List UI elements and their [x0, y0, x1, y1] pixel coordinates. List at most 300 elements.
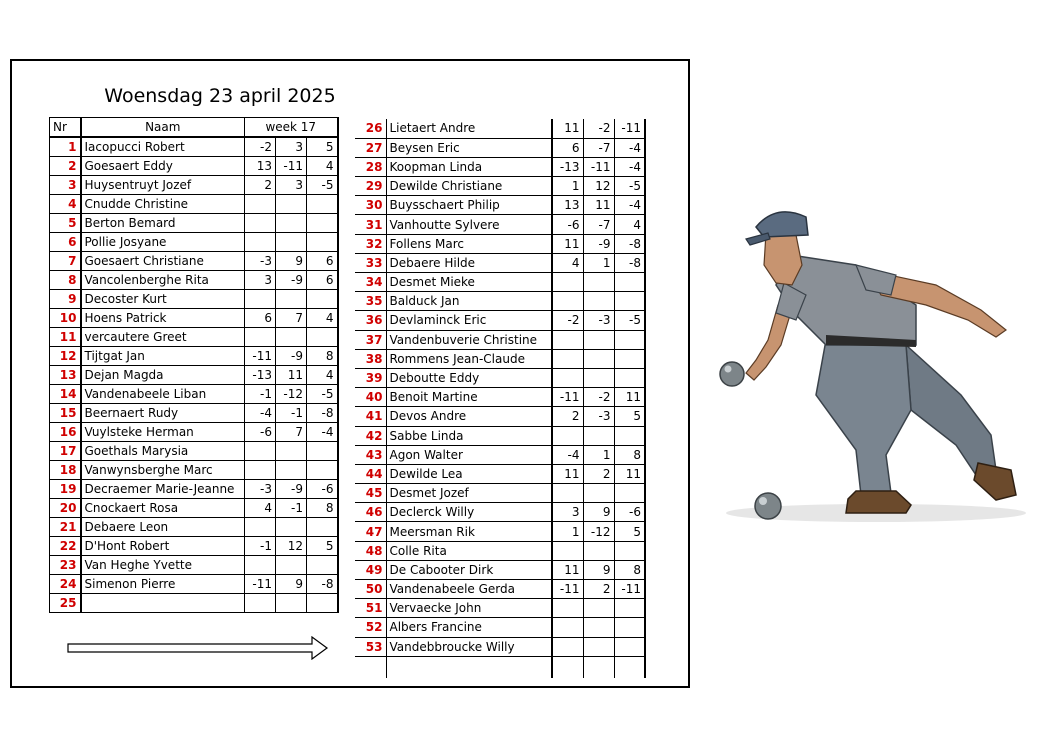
score-1: -4: [245, 404, 276, 423]
player-name: Cnudde Christine: [81, 195, 245, 214]
table-row: [355, 637, 645, 656]
player-name: Decoster Kurt: [81, 290, 245, 309]
row-number: 23: [50, 556, 81, 575]
score-1: [245, 290, 276, 309]
header-week: week 17: [245, 118, 338, 138]
player-name: Dejan Magda: [81, 366, 245, 385]
score-3: [307, 195, 338, 214]
score-2: [276, 461, 307, 480]
score-2: [276, 214, 307, 233]
table-row: [355, 484, 645, 503]
score-3: -8: [614, 253, 645, 272]
row-number: 22: [50, 537, 81, 556]
score-2: -3: [583, 311, 614, 330]
player-name: Desmet Mieke: [386, 273, 552, 292]
score-2: [583, 599, 614, 618]
row-number: 1: [50, 137, 81, 157]
empty-cell: [552, 656, 583, 678]
score-3: [614, 541, 645, 560]
table-header-row: [50, 118, 338, 138]
score-1: -13: [552, 157, 583, 176]
table-row: [355, 119, 645, 138]
player-name: Van Heghe Yvette: [81, 556, 245, 575]
row-number: 24: [50, 575, 81, 594]
score-3: [614, 368, 645, 387]
player-name: De Cabooter Dirk: [386, 560, 552, 579]
score-3: [307, 233, 338, 252]
row-number: 4: [50, 195, 81, 214]
score-3: -8: [614, 234, 645, 253]
row-number: 53: [355, 637, 386, 656]
player-name: Beernaert Rudy: [81, 404, 245, 423]
score-1: [552, 618, 583, 637]
score-3: 5: [614, 407, 645, 426]
score-1: [245, 328, 276, 347]
table-row: [50, 594, 338, 613]
score-1: 6: [245, 309, 276, 328]
score-1: 11: [552, 119, 583, 138]
table-row: [355, 273, 645, 292]
table-row: [50, 290, 338, 309]
score-2: -12: [583, 522, 614, 541]
table-row: [355, 388, 645, 407]
score-1: 1: [552, 522, 583, 541]
score-2: 9: [583, 503, 614, 522]
table-row: [355, 253, 645, 272]
row-number: 40: [355, 388, 386, 407]
score-1: -1: [245, 537, 276, 556]
row-number: 7: [50, 252, 81, 271]
score-1: -4: [552, 445, 583, 464]
score-3: -4: [614, 196, 645, 215]
score-2: 12: [583, 177, 614, 196]
score-3: 6: [307, 252, 338, 271]
table-row: [50, 423, 338, 442]
table-row: [355, 580, 645, 599]
row-number: 21: [50, 518, 81, 537]
score-1: 2: [552, 407, 583, 426]
score-2: -2: [583, 119, 614, 138]
score-3: -5: [307, 176, 338, 195]
score-1: [552, 541, 583, 560]
score-1: [552, 637, 583, 656]
score-1: -3: [245, 480, 276, 499]
table-row: [50, 309, 338, 328]
score-3: 11: [614, 388, 645, 407]
row-number: 6: [50, 233, 81, 252]
score-1: [552, 368, 583, 387]
score-1: 13: [245, 157, 276, 176]
score-1: 11: [552, 464, 583, 483]
score-3: -5: [614, 177, 645, 196]
score-1: [245, 594, 276, 613]
table-row: [50, 195, 338, 214]
score-3: 5: [614, 522, 645, 541]
row-number: 35: [355, 292, 386, 311]
score-3: [307, 594, 338, 613]
player-name: Berton Bemard: [81, 214, 245, 233]
player-name: Follens Marc: [386, 234, 552, 253]
score-3: -11: [614, 119, 645, 138]
empty-cell: [614, 656, 645, 678]
table-row: [50, 575, 338, 594]
table-row: [50, 518, 338, 537]
empty-cell: [355, 656, 386, 678]
score-2: [583, 618, 614, 637]
table-row: [50, 385, 338, 404]
score-2: [583, 426, 614, 445]
score-1: [552, 273, 583, 292]
score-2: [276, 290, 307, 309]
table-row: [355, 215, 645, 234]
score-2: [276, 195, 307, 214]
row-number: 34: [355, 273, 386, 292]
score-1: -11: [245, 347, 276, 366]
score-3: 8: [307, 347, 338, 366]
score-1: -6: [552, 215, 583, 234]
row-number: 5: [50, 214, 81, 233]
score-3: [307, 461, 338, 480]
row-number: 17: [50, 442, 81, 461]
empty-cell: [583, 656, 614, 678]
page-title: [0, 85, 680, 107]
score-1: 11: [552, 234, 583, 253]
player-name: Vandebbroucke Willy: [386, 637, 552, 656]
score-1: [552, 292, 583, 311]
score-2: -1: [276, 499, 307, 518]
score-2: 3: [276, 176, 307, 195]
player-name: Vervaecke John: [386, 599, 552, 618]
player-name: Goesaert Eddy: [81, 157, 245, 176]
score-3: 4: [307, 309, 338, 328]
player-name: Benoit Martine: [386, 388, 552, 407]
score-1: 2: [245, 176, 276, 195]
player-name: Devlaminck Eric: [386, 311, 552, 330]
score-3: -6: [614, 503, 645, 522]
score-2: 3: [276, 137, 307, 157]
row-number: 42: [355, 426, 386, 445]
score-3: -4: [307, 423, 338, 442]
row-number: 44: [355, 464, 386, 483]
score-2: -12: [276, 385, 307, 404]
score-2: -7: [583, 215, 614, 234]
row-number: 27: [355, 138, 386, 157]
row-number: 41: [355, 407, 386, 426]
row-number: 28: [355, 157, 386, 176]
table-row: [355, 292, 645, 311]
score-2: [583, 637, 614, 656]
score-2: [276, 328, 307, 347]
score-2: 1: [583, 445, 614, 464]
player-name: Balduck Jan: [386, 292, 552, 311]
score-2: -9: [276, 480, 307, 499]
header-nr: Nr: [50, 118, 81, 138]
row-number: 3: [50, 176, 81, 195]
table-row: [355, 196, 645, 215]
row-number: 39: [355, 368, 386, 387]
table-row: [50, 556, 338, 575]
table-row: [50, 366, 338, 385]
player-name: Debaere Leon: [81, 518, 245, 537]
player-name: Iacopucci Robert: [81, 137, 245, 157]
player-name: Dewilde Christiane: [386, 177, 552, 196]
row-number: 36: [355, 311, 386, 330]
player-name: D'Hont Robert: [81, 537, 245, 556]
score-3: [614, 637, 645, 656]
score-2: [583, 368, 614, 387]
score-1: [245, 556, 276, 575]
table-row: [50, 404, 338, 423]
score-1: -6: [245, 423, 276, 442]
scores-table-left: [49, 117, 339, 613]
row-number: 37: [355, 330, 386, 349]
score-2: 7: [276, 309, 307, 328]
player-name: Buysschaert Philip: [386, 196, 552, 215]
row-number: 25: [50, 594, 81, 613]
player-name: Vandenabeele Gerda: [386, 580, 552, 599]
score-3: [614, 618, 645, 637]
row-number: 19: [50, 480, 81, 499]
player-name: Agon Walter: [386, 445, 552, 464]
score-1: -11: [552, 580, 583, 599]
table-row: [50, 252, 338, 271]
player-name: Tijtgat Jan: [81, 347, 245, 366]
score-2: [276, 442, 307, 461]
score-3: [307, 328, 338, 347]
score-2: [276, 556, 307, 575]
table-row: [50, 214, 338, 233]
score-1: -2: [245, 137, 276, 157]
table-row: [50, 347, 338, 366]
score-3: [614, 426, 645, 445]
table-row: [355, 618, 645, 637]
table-row: [355, 599, 645, 618]
score-1: -1: [245, 385, 276, 404]
table-row: [50, 537, 338, 556]
score-2: -7: [583, 138, 614, 157]
score-3: -6: [307, 480, 338, 499]
score-2: 2: [583, 464, 614, 483]
score-1: [245, 442, 276, 461]
player-name: Beysen Eric: [386, 138, 552, 157]
row-number: 9: [50, 290, 81, 309]
row-number: 26: [355, 119, 386, 138]
score-2: [583, 330, 614, 349]
player-name: Lietaert Andre: [386, 119, 552, 138]
score-3: -5: [307, 385, 338, 404]
player-name: Goesaert Christiane: [81, 252, 245, 271]
score-2: [583, 484, 614, 503]
table-row: [50, 233, 338, 252]
score-2: -9: [583, 234, 614, 253]
row-number: 18: [50, 461, 81, 480]
score-1: -11: [245, 575, 276, 594]
score-2: -11: [276, 157, 307, 176]
score-3: [614, 599, 645, 618]
player-name: Devos Andre: [386, 407, 552, 426]
score-2: -3: [583, 407, 614, 426]
table-row: [355, 368, 645, 387]
player-name: [81, 594, 245, 613]
score-3: 8: [307, 499, 338, 518]
row-number: 10: [50, 309, 81, 328]
player-name: Rommens Jean-Claude: [386, 349, 552, 368]
score-3: 6: [307, 271, 338, 290]
score-1: 4: [552, 253, 583, 272]
table-row-empty: [355, 656, 645, 678]
player-name: Desmet Jozef: [386, 484, 552, 503]
score-3: [307, 290, 338, 309]
player-name: Vancolenberghe Rita: [81, 271, 245, 290]
score-1: [552, 599, 583, 618]
score-3: 5: [307, 537, 338, 556]
player-name: Vanwynsberghe Marc: [81, 461, 245, 480]
score-3: 4: [307, 366, 338, 385]
score-2: [276, 518, 307, 537]
row-number: 49: [355, 560, 386, 579]
player-name: Debaere Hilde: [386, 253, 552, 272]
row-number: 51: [355, 599, 386, 618]
score-2: [583, 292, 614, 311]
score-2: 7: [276, 423, 307, 442]
table-row: [50, 461, 338, 480]
row-number: 48: [355, 541, 386, 560]
table-row: [355, 560, 645, 579]
player-name: Goethals Marysia: [81, 442, 245, 461]
score-1: 3: [552, 503, 583, 522]
row-number: 31: [355, 215, 386, 234]
row-number: 30: [355, 196, 386, 215]
player-name: Declerck Willy: [386, 503, 552, 522]
row-number: 29: [355, 177, 386, 196]
empty-cell: [386, 656, 552, 678]
row-number: 20: [50, 499, 81, 518]
score-2: 9: [583, 560, 614, 579]
score-2: [276, 233, 307, 252]
score-1: [245, 233, 276, 252]
score-3: 4: [307, 157, 338, 176]
score-2: -9: [276, 347, 307, 366]
title-text: Woensdag 23 april 2025: [104, 85, 336, 107]
score-3: [614, 349, 645, 368]
score-3: [614, 273, 645, 292]
player-name: vercautere Greet: [81, 328, 245, 347]
table-row: [355, 157, 645, 176]
table-row: [50, 176, 338, 195]
score-1: [245, 461, 276, 480]
table-row: [50, 328, 338, 347]
table-row: [50, 499, 338, 518]
table-row: [355, 330, 645, 349]
row-number: 45: [355, 484, 386, 503]
player-name: Meersman Rik: [386, 522, 552, 541]
score-3: -8: [307, 575, 338, 594]
score-3: [307, 556, 338, 575]
row-number: 12: [50, 347, 81, 366]
score-2: [583, 541, 614, 560]
table-row: [50, 480, 338, 499]
score-3: -5: [614, 311, 645, 330]
score-3: -4: [614, 138, 645, 157]
score-2: [583, 349, 614, 368]
score-3: [307, 442, 338, 461]
right-arrow-icon: [67, 636, 329, 660]
score-2: 2: [583, 580, 614, 599]
player-name: Decraemer Marie-Jeanne: [81, 480, 245, 499]
table-row: [355, 503, 645, 522]
score-2: [583, 273, 614, 292]
table-row: [355, 138, 645, 157]
score-3: 8: [614, 445, 645, 464]
row-number: 8: [50, 271, 81, 290]
player-name: Sabbe Linda: [386, 426, 552, 445]
row-number: 15: [50, 404, 81, 423]
row-number: 33: [355, 253, 386, 272]
row-number: 52: [355, 618, 386, 637]
score-2: -1: [276, 404, 307, 423]
score-1: [245, 214, 276, 233]
score-3: [307, 214, 338, 233]
table-row: [355, 234, 645, 253]
table-row: [355, 464, 645, 483]
player-name: Vandenbuverie Christine: [386, 330, 552, 349]
score-1: -3: [245, 252, 276, 271]
player-name: Vuylsteke Herman: [81, 423, 245, 442]
table-row: [355, 541, 645, 560]
score-3: 4: [614, 215, 645, 234]
table-row: [355, 349, 645, 368]
row-number: 2: [50, 157, 81, 176]
score-1: 6: [552, 138, 583, 157]
score-3: [614, 330, 645, 349]
score-2: -2: [583, 388, 614, 407]
score-1: 13: [552, 196, 583, 215]
row-number: 32: [355, 234, 386, 253]
score-2: [276, 594, 307, 613]
score-1: 3: [245, 271, 276, 290]
petanque-player-illustration: [706, 195, 1026, 535]
score-2: 12: [276, 537, 307, 556]
score-1: 4: [245, 499, 276, 518]
row-number: 13: [50, 366, 81, 385]
table-row: [355, 311, 645, 330]
row-number: 47: [355, 522, 386, 541]
row-number: 14: [50, 385, 81, 404]
score-3: 8: [614, 560, 645, 579]
score-1: [552, 484, 583, 503]
table-row: [355, 407, 645, 426]
score-2: -11: [583, 157, 614, 176]
row-number: 38: [355, 349, 386, 368]
table-row: [355, 522, 645, 541]
score-2: 9: [276, 252, 307, 271]
player-name: Hoens Patrick: [81, 309, 245, 328]
score-3: 11: [614, 464, 645, 483]
score-2: 1: [583, 253, 614, 272]
score-1: [552, 426, 583, 445]
player-name: Pollie Josyane: [81, 233, 245, 252]
player-name: Albers Francine: [386, 618, 552, 637]
score-1: [552, 349, 583, 368]
player-name: Colle Rita: [386, 541, 552, 560]
row-number: 11: [50, 328, 81, 347]
table-row: [50, 157, 338, 176]
table-row: [50, 271, 338, 290]
player-name: Koopman Linda: [386, 157, 552, 176]
score-3: [614, 484, 645, 503]
table-row: [50, 442, 338, 461]
score-2: 9: [276, 575, 307, 594]
